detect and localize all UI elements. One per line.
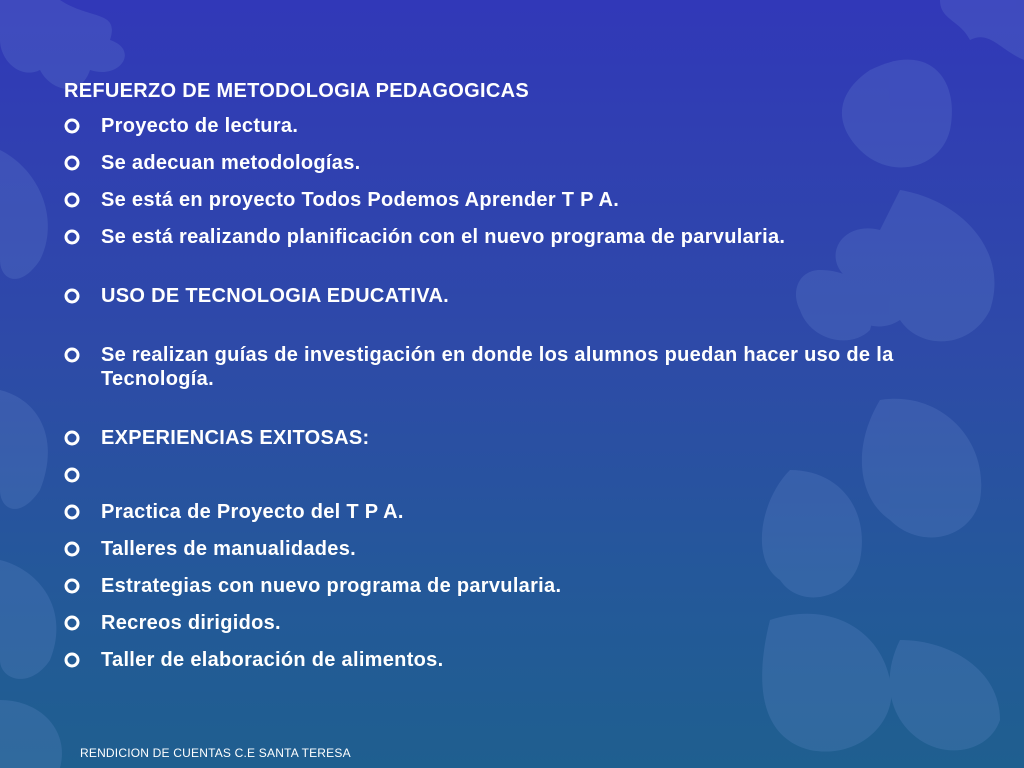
list-item-text: Talleres de manualidades. xyxy=(101,538,357,560)
list-item-text: Se está realizando planificación con el nuevo programa de parvularia. xyxy=(101,226,786,248)
list-item-text: Proyecto de lectura. xyxy=(101,115,299,137)
circle-bullet-icon xyxy=(64,504,80,520)
circle-bullet-icon xyxy=(64,652,80,668)
list-item-text: Recreos dirigidos. xyxy=(101,612,281,634)
list-item xyxy=(62,426,962,450)
list-item xyxy=(62,114,962,138)
list-item-text: Se está en proyecto Todos Podemos Aprender T P A. xyxy=(101,189,620,211)
circle-bullet-icon xyxy=(64,578,80,594)
list-item-text: Practica de Proyecto del T P A. xyxy=(101,501,404,523)
list-item-text: EXPERIENCIAS EXITOSAS: xyxy=(101,427,370,449)
list-item-text: USO DE TECNOLOGIA EDUCATIVA. xyxy=(101,285,450,307)
list-item-text: Estrategias con nuevo programa de parvularia. xyxy=(101,575,562,597)
circle-bullet-icon xyxy=(64,347,80,363)
list-item-text: Se adecuan metodologías. xyxy=(101,152,361,174)
list-item xyxy=(62,611,962,635)
circle-bullet-icon xyxy=(64,541,80,557)
list-item xyxy=(62,284,962,308)
list-item-text: Taller de elaboración de alimentos. xyxy=(101,649,444,671)
circle-bullet-icon xyxy=(64,430,80,446)
circle-bullet-icon xyxy=(64,118,80,134)
list-item xyxy=(62,151,962,175)
list-item xyxy=(62,500,962,524)
slide-content xyxy=(62,79,962,685)
circle-bullet-icon xyxy=(64,467,80,483)
list-item-text: Se realizan guías de investigación en donde los alumnos puedan hacer uso de la Tecnología. xyxy=(101,344,894,390)
circle-bullet-icon xyxy=(64,192,80,208)
bullet-list xyxy=(62,114,962,672)
circle-bullet-icon xyxy=(64,288,80,304)
list-item xyxy=(62,188,962,212)
circle-bullet-icon xyxy=(64,155,80,171)
circle-bullet-icon xyxy=(64,229,80,245)
list-item xyxy=(62,343,962,391)
list-item xyxy=(62,225,962,249)
list-item xyxy=(62,463,962,487)
slide-heading: REFUERZO DE METODOLOGIA PEDAGOGICAS xyxy=(64,80,529,102)
list-item xyxy=(62,537,962,561)
circle-bullet-icon xyxy=(64,615,80,631)
list-item xyxy=(62,648,962,672)
list-item xyxy=(62,574,962,598)
slide-footer: RENDICION DE CUENTAS C.E SANTA TERESA xyxy=(80,746,351,760)
